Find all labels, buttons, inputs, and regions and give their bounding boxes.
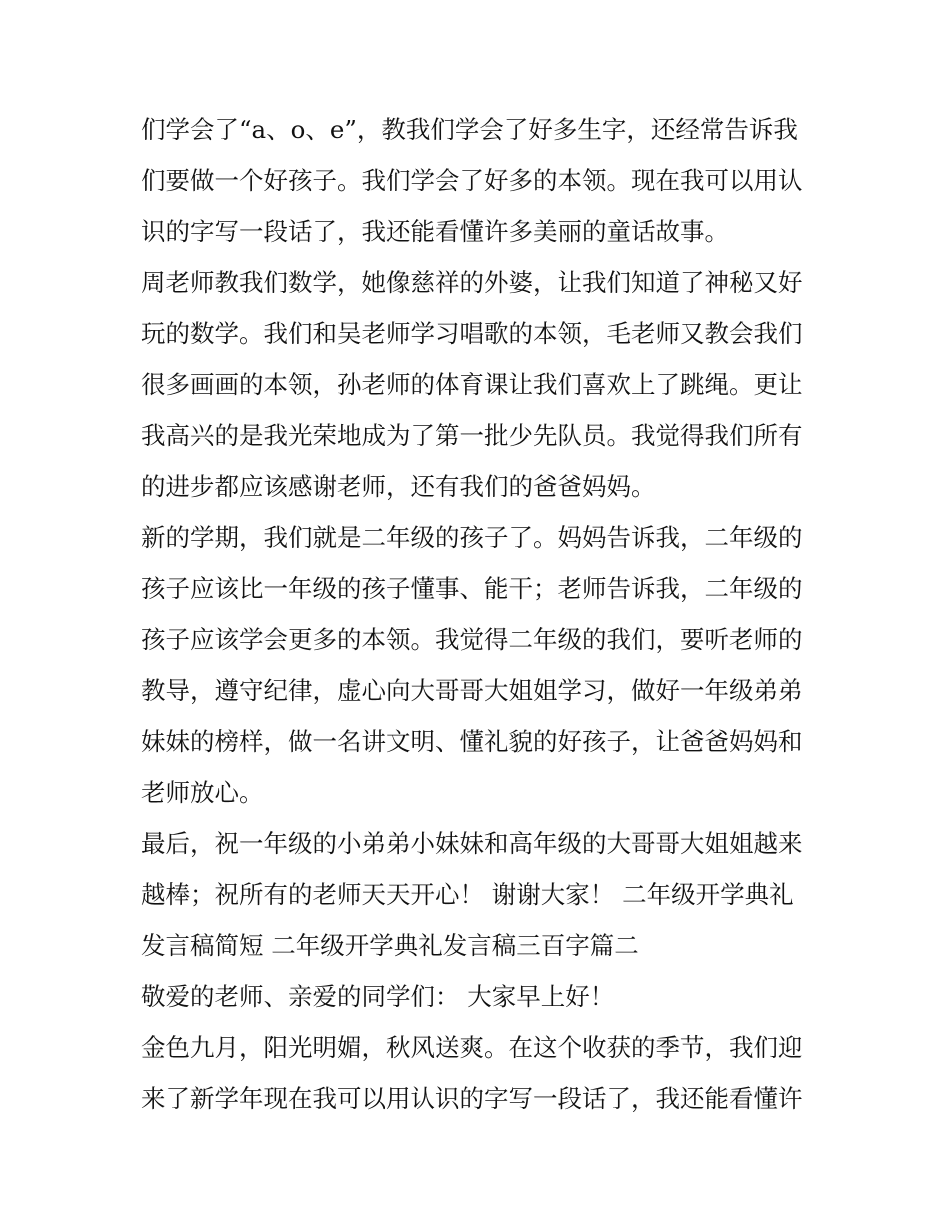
- text-line: 敬爱的老师、亲爱的同学们： 大家早上好！: [141, 982, 615, 1011]
- text-line: 金色九月，阳光明媚，秋风送爽。在这个收获的季节，我们迎: [141, 1033, 803, 1062]
- text-line: 来了新学年现在我可以用认识的字写一段话了，我还能看懂许: [141, 1084, 803, 1113]
- text-line: 新的学期，我们就是二年级的孩子了。妈妈告诉我，二年级的: [141, 523, 803, 552]
- text-line: 老师放心。: [141, 778, 264, 807]
- text-line: 很多画画的本领，孙老师的体育课让我们喜欢上了跳绳。更让: [141, 370, 803, 399]
- text-line: 我高兴的是我光荣地成为了第一批少先队员。我觉得我们所有: [141, 421, 803, 450]
- document-body: [141, 104, 821, 1124]
- text-line: 最后，祝一年级的小弟弟小妹妹和高年级的大哥哥大姐姐越来: [141, 829, 803, 858]
- text-line: 发言稿简短 二年级开学典礼发言稿三百字篇二: [141, 931, 639, 960]
- text-line: 识的字写一段话了，我还能看懂许多美丽的童话故事。: [141, 217, 729, 246]
- text-line: 妹妹的榜样，做一名讲文明、懂礼貌的好孩子，让爸爸妈妈和: [141, 727, 803, 756]
- text-line: 孩子应该学会更多的本领。我觉得二年级的我们，要听老师的: [141, 625, 803, 654]
- text-line: 教导，遵守纪律，虚心向大哥哥大姐姐学习，做好一年级弟弟: [141, 676, 803, 705]
- text-line: 们学会了“a、o、e”，教我们学会了好多生字，还经常告诉我: [141, 115, 798, 144]
- text-line: 们要做一个好孩子。我们学会了好多的本领。现在我可以用认: [141, 166, 803, 195]
- text-line: 越棒；祝所有的老师天天开心！ 谢谢大家！ 二年级开学典礼: [141, 880, 794, 909]
- text-line: 孩子应该比一年级的孩子懂事、能干；老师告诉我，二年级的: [141, 574, 803, 603]
- text-line: 周老师教我们数学，她像慈祥的外婆，让我们知道了神秘又好: [141, 268, 803, 297]
- text-line: 玩的数学。我们和吴老师学习唱歌的本领，毛老师又教会我们: [141, 319, 803, 348]
- text-line: 的进步都应该感谢老师，还有我们的爸爸妈妈。: [141, 472, 656, 501]
